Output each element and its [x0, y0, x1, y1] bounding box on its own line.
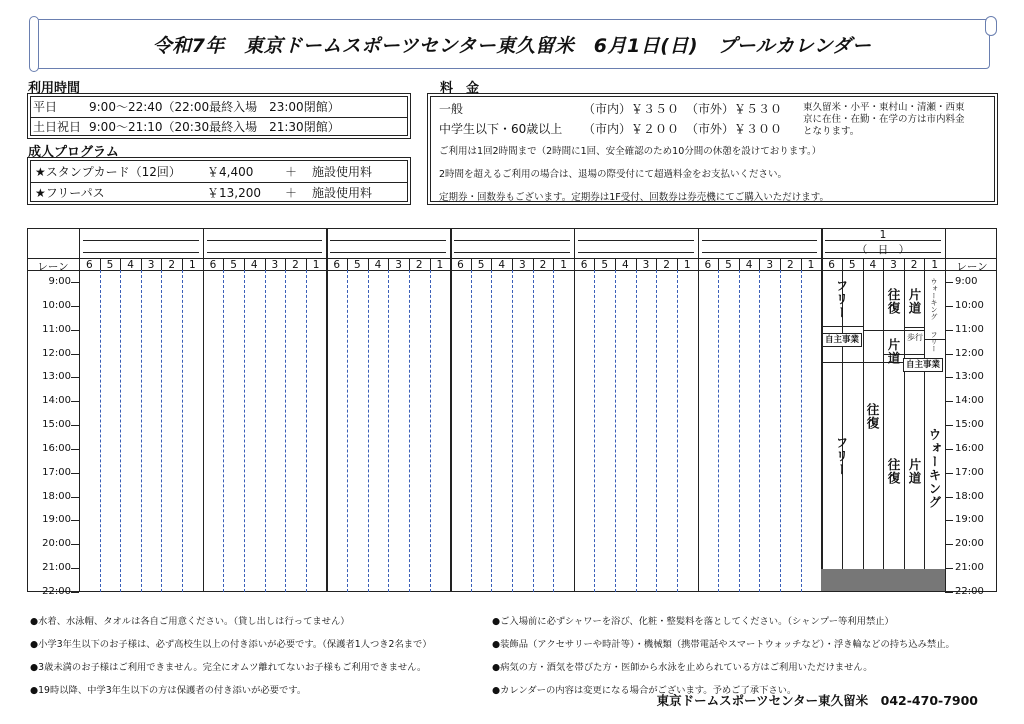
- lane-number: 1: [560, 259, 567, 271]
- time-tick-left: [71, 354, 79, 355]
- label-free-small: フリー: [930, 331, 938, 352]
- time-label-right: 16:00: [955, 442, 984, 454]
- lane-number: 4: [498, 259, 506, 271]
- time-tick-right: [945, 306, 953, 307]
- lane-number: 2: [168, 259, 176, 271]
- lane-divider: [739, 270, 740, 592]
- lane-number: 1: [931, 259, 939, 271]
- lane-number: 6: [333, 259, 341, 271]
- day-divider: [574, 228, 576, 592]
- time-label-left: 21:00: [42, 562, 71, 574]
- day-header-line: [454, 252, 570, 253]
- label-round-trip-morning: 往復: [886, 288, 901, 315]
- time-label-right: 17:00: [955, 466, 984, 478]
- lane-number: 2: [292, 259, 299, 271]
- time-tick-left: [71, 473, 79, 474]
- lane-divider-solid: [904, 270, 905, 592]
- time-tick-left: [71, 568, 79, 569]
- fee-line-1: ご利用は1回2時間まで（2時間に1回、安全確認のため10分間の休憩を設けております。）: [439, 146, 822, 157]
- lane-divider: [100, 270, 101, 592]
- hours-box: [27, 93, 411, 139]
- time-tick-right: [945, 592, 953, 593]
- lane-number: 1: [189, 259, 196, 271]
- lane-divider: [533, 270, 534, 592]
- time-tick-left: [71, 520, 79, 521]
- hours-holiday-label: 土日祝日: [33, 120, 82, 134]
- lane-number: 5: [477, 259, 485, 271]
- label-round-trip-afternoon: 往復: [865, 403, 880, 430]
- block-line: [863, 330, 925, 331]
- lane-number: 2: [663, 259, 670, 271]
- lane-number: 3: [766, 259, 774, 271]
- day-divider: [821, 228, 823, 592]
- lane-number: 3: [642, 259, 650, 271]
- time-label-right: 10:00: [955, 299, 984, 311]
- day-header-line: [330, 240, 446, 241]
- lane-divider: [368, 270, 369, 592]
- lane-number: 6: [209, 259, 217, 271]
- day-header-line: [578, 252, 694, 253]
- time-label-left: 15:00: [42, 419, 71, 431]
- label-round-trip-evening: 往復: [886, 458, 901, 485]
- fee-resident-note-2: 京に在住・在勤・在学の方は市内料金: [803, 114, 965, 125]
- day-weekday: （ 日 ）: [856, 244, 910, 256]
- time-tick-right: [945, 497, 953, 498]
- day-header-line: [83, 240, 199, 241]
- lane-number: 3: [271, 259, 279, 271]
- time-tick-right: [945, 282, 953, 283]
- time-label-right: 18:00: [955, 490, 984, 502]
- lane-number: 3: [890, 259, 897, 271]
- day-header-line: [207, 240, 323, 241]
- time-tick-left: [71, 330, 79, 331]
- note-left: ●19時以降、中学3年生以下の方は保護者の付き添いが必要です。: [30, 685, 307, 696]
- time-tick-right: [945, 473, 953, 474]
- lane-header-left: レーン: [37, 261, 69, 273]
- program-freepass-price: ￥13,200: [207, 186, 261, 200]
- day-divider: [450, 228, 452, 592]
- lane-number: 1: [807, 259, 815, 271]
- lane-divider: [759, 270, 760, 592]
- program-stamp-price: ￥4,400: [207, 165, 254, 179]
- lane-number: 4: [745, 259, 753, 271]
- lane-divider: [471, 270, 472, 592]
- time-tick-left: [71, 544, 79, 545]
- lane-number: 4: [127, 259, 134, 271]
- lane-divider-solid: [883, 270, 884, 592]
- time-label-right: 15:00: [955, 419, 984, 431]
- day-header-line: [330, 252, 446, 253]
- time-tick-left: [71, 425, 79, 426]
- program-stamp-name: ★スタンプカード（12回）: [35, 165, 181, 179]
- lane-number: 2: [787, 259, 794, 271]
- block-line: [904, 327, 925, 328]
- program-heading: 成人プログラム: [28, 145, 119, 160]
- lane-number: 5: [601, 259, 609, 271]
- lane-number: 1: [312, 259, 320, 271]
- program-freepass-name: ★フリーパス: [35, 186, 105, 200]
- lane-divider: [223, 270, 224, 592]
- lane-divider: [182, 270, 183, 592]
- time-tick-right: [945, 520, 953, 521]
- fee-child-out: （市外）￥３００: [686, 122, 783, 136]
- time-label-left: 20:00: [42, 538, 71, 550]
- lane-number: 6: [580, 259, 588, 271]
- time-label-left: 19:00: [42, 514, 71, 526]
- day-divider: [203, 228, 205, 592]
- label-one-way-noon: 片道: [886, 338, 901, 365]
- label-one-way-morning: 片道: [907, 288, 922, 315]
- time-tick-left: [71, 592, 79, 593]
- lane-divider: [120, 270, 121, 592]
- time-label-left: 17:00: [42, 466, 71, 478]
- day-header-line: [207, 252, 323, 253]
- time-label-left: 16:00: [42, 442, 71, 454]
- time-label-left: 22:00: [42, 586, 71, 597]
- lane-number: 6: [828, 259, 835, 271]
- lane-divider: [718, 270, 719, 592]
- lane-number: 2: [539, 259, 547, 271]
- label-walk: 歩行: [907, 333, 923, 342]
- time-label-right: 11:00: [955, 323, 984, 335]
- time-tick-right: [945, 544, 953, 545]
- lane-number: 5: [354, 259, 361, 271]
- fee-child-label: 中学生以下・60歳以上: [439, 122, 563, 136]
- lane-divider: [512, 270, 513, 592]
- day-header-line: [702, 240, 818, 241]
- lane-number: 5: [725, 259, 732, 271]
- label-free-morning: フリー: [834, 279, 849, 320]
- closed-block: [821, 569, 945, 591]
- lane-divider: [636, 270, 637, 592]
- lane-number: 3: [395, 259, 402, 271]
- day-number: 1: [879, 229, 887, 241]
- program-freepass-plus: ＋: [285, 186, 298, 200]
- time-label-right: 22:00: [955, 586, 984, 597]
- time-label-right: 19:00: [955, 514, 984, 526]
- lane-divider: [594, 270, 595, 592]
- day-header-line: [83, 252, 199, 253]
- lane-divider: [265, 270, 266, 592]
- lane-divider: [161, 270, 162, 592]
- footer-contact: 東京ドームスポーツセンター東久留米 042-470-7900: [656, 693, 978, 708]
- time-label-right: 9:00: [955, 276, 978, 287]
- fee-line-3: 定期券・回数券もございます。定期券は1F受付、回数券は券売機にてご購入いただけます。: [439, 192, 829, 203]
- time-label-left: 13:00: [42, 371, 71, 383]
- lane-divider: [141, 270, 142, 592]
- time-tick-right: [945, 425, 953, 426]
- time-tick-left: [71, 401, 79, 402]
- lane-divider: [244, 270, 245, 592]
- block-line: [821, 326, 862, 327]
- hours-weekday-label: 平日: [33, 100, 58, 114]
- lane-number: 4: [622, 259, 629, 271]
- time-tick-right: [945, 568, 953, 569]
- label-self-program-2: 自主事業: [903, 358, 943, 372]
- day-header-line: [578, 240, 694, 241]
- note-left: ●3歳未満のお子様はご利用できません。完全にオムツ離れてないお子様もご利用できません。: [30, 662, 427, 673]
- time-label-left: 9:00: [48, 276, 71, 287]
- title-banner: [34, 19, 990, 69]
- time-label-left: 18:00: [42, 490, 71, 502]
- lane-divider: [409, 270, 410, 592]
- fees-box: [427, 93, 998, 205]
- lane-divider: [388, 270, 389, 592]
- grid-border-right: [996, 228, 997, 592]
- time-tick-right: [945, 449, 953, 450]
- grid-left-divider: [79, 228, 80, 592]
- note-right: ●装飾品（アクセサリーや時計等）・機械類（携帯電話やスマートウォッチなど）・浮き輪などの持ち込み禁止。: [492, 639, 955, 650]
- day-divider: [326, 228, 328, 592]
- time-label-right: 21:00: [955, 562, 984, 574]
- program-freepass-note: 施設使用料: [312, 186, 373, 200]
- label-walking-evening: ウォーキング: [927, 428, 942, 509]
- time-label-left: 10:00: [42, 299, 71, 311]
- lane-number: 6: [85, 259, 93, 271]
- fees-heading: 料 金: [440, 81, 480, 96]
- time-tick-left: [71, 449, 79, 450]
- fee-general-label: 一般: [439, 102, 464, 116]
- pool-calendar: [27, 228, 997, 597]
- lane-number: 4: [869, 259, 877, 271]
- time-label-right: 12:00: [955, 347, 984, 359]
- lane-number: 5: [230, 259, 237, 271]
- time-label-right: 13:00: [955, 371, 984, 383]
- day-header-line: [702, 252, 818, 253]
- time-tick-left: [71, 306, 79, 307]
- day-header-line: [454, 240, 570, 241]
- label-one-way-evening: 片道: [907, 458, 922, 485]
- lane-divider: [615, 270, 616, 592]
- fee-resident-note-3: となります。: [803, 126, 860, 137]
- fee-line-2: 2時間を超えるご利用の場合は、退場の際受付にて超過料金をお支払いください。: [439, 169, 788, 180]
- lane-number: 6: [457, 259, 464, 271]
- hours-weekday-text: 9:00～22:40（22:00最終入場 23:00閉館）: [89, 100, 340, 114]
- note-right: ●カレンダーの内容は変更になる場合がございます。予めご了承下さい。: [492, 685, 797, 696]
- fee-general-out: （市外）￥５３０: [686, 102, 783, 116]
- fee-general-in: （市内）￥３５０: [583, 102, 680, 116]
- lane-divider-solid: [863, 270, 864, 592]
- time-tick-right: [945, 401, 953, 402]
- lane-divider: [656, 270, 657, 592]
- lane-number: 6: [704, 259, 712, 271]
- lane-divider: [285, 270, 286, 592]
- lane-number: 1: [683, 259, 691, 271]
- lane-number: 5: [848, 259, 856, 271]
- note-left: ●小学3年生以下のお子様は、必ず高校生以上の付き添いが必要です。（保護者1人つき2名まで）: [30, 639, 432, 650]
- lane-number: 2: [415, 259, 423, 271]
- program-stamp-plus: ＋: [285, 165, 298, 179]
- hours-holiday-text: 9:00～21:10（20:30最終入場 21:30閉館）: [89, 120, 340, 134]
- lane-divider: [430, 270, 431, 592]
- lane-divider: [801, 270, 802, 592]
- time-label-right: 20:00: [955, 538, 984, 550]
- time-label-left: 12:00: [42, 347, 71, 359]
- lane-divider: [491, 270, 492, 592]
- label-self-program-1: 自主事業: [822, 333, 862, 347]
- time-tick-left: [71, 282, 79, 283]
- time-tick-right: [945, 354, 953, 355]
- time-label-right: 14:00: [955, 395, 984, 407]
- page-title: 令和7年 東京ドームスポーツセンター東久留米 6月1日(日) プールカレンダー: [152, 35, 872, 57]
- note-right: ●病気の方・酒気を帯びた方・医師から水泳を止められている方はご利用いただけません。: [492, 662, 873, 673]
- program-stamp-note: 施設使用料: [312, 165, 373, 179]
- lane-number: 1: [436, 259, 444, 271]
- fee-child-in: （市内）￥２００: [583, 122, 680, 136]
- lane-divider: [780, 270, 781, 592]
- lane-number: 4: [250, 259, 258, 271]
- lane-number: 4: [374, 259, 382, 271]
- time-label-left: 14:00: [42, 395, 71, 407]
- time-tick-right: [945, 377, 953, 378]
- label-walking-small: ウォーキング: [930, 278, 938, 320]
- lane-divider: [347, 270, 348, 592]
- lane-divider: [677, 270, 678, 592]
- time-label-left: 11:00: [42, 323, 71, 335]
- time-tick-right: [945, 330, 953, 331]
- note-right: ●ご入場前に必ずシャワーを浴び、化粧・整髪料を落としてください。（シャンプー等利用禁止）: [492, 616, 894, 627]
- fee-resident-note-1: 東久留米・小平・東村山・清瀬・西東: [803, 102, 965, 113]
- program-box: [27, 157, 411, 205]
- day-divider: [698, 228, 700, 592]
- lane-divider: [306, 270, 307, 592]
- lane-number: 2: [910, 259, 918, 271]
- lane-number: 5: [106, 259, 114, 271]
- note-left: ●水着、水泳帽、タオルは各自ご用意ください。（貸し出しは行ってません）: [30, 616, 350, 627]
- label-free-afternoon: フリー: [834, 436, 849, 477]
- lane-number: 3: [518, 259, 526, 271]
- time-tick-left: [71, 497, 79, 498]
- hours-heading: 利用時間: [28, 81, 81, 96]
- time-tick-left: [71, 377, 79, 378]
- lane-header-right: レーン: [956, 261, 988, 273]
- lane-divider: [553, 270, 554, 592]
- lane-number: 3: [147, 259, 155, 271]
